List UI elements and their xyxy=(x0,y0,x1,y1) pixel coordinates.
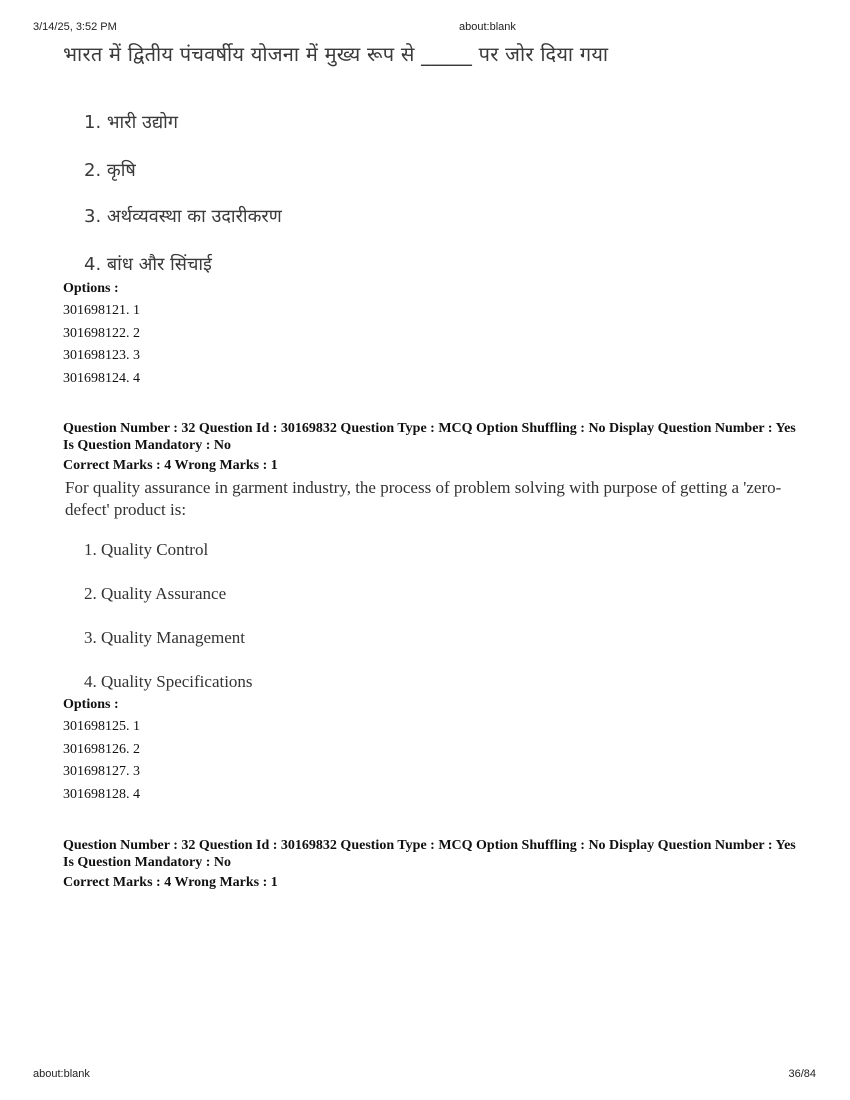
marks-info: Correct Marks : 4 Wrong Marks : 1 xyxy=(63,458,278,473)
option-id: 301698127. 3 xyxy=(63,764,140,779)
english-choice-3: 3. Quality Management xyxy=(84,628,245,647)
english-choice-2: 2. Quality Assurance xyxy=(84,584,227,603)
print-url-header: about:blank xyxy=(459,21,516,33)
english-question-text: For quality assurance in garment industry, the process of problem solving with purpose of getting a 'zero-defect' product is: xyxy=(65,478,782,519)
page-number: 36/84 xyxy=(788,1068,816,1080)
question-meta: Question Number : 32 Question Id : 30169832 Question Type : MCQ Option Shuffling : No Display Question Number : Yes Is Question Mandatory : No xyxy=(63,838,796,870)
option-id: 301698122. 2 xyxy=(63,326,140,341)
print-url-footer: about:blank xyxy=(33,1068,90,1080)
hindi-choice-3: 3. अर्थव्यवस्था का उदारीकरण xyxy=(84,206,282,227)
option-id: 301698121. 1 xyxy=(63,303,140,318)
option-id: 301698124. 4 xyxy=(63,371,140,386)
print-datetime: 3/14/25, 3:52 PM xyxy=(33,21,117,33)
english-choice-4: 4. Quality Specifications xyxy=(84,672,253,691)
english-choice-1: 1. Quality Control xyxy=(84,540,209,559)
options-label: Options : xyxy=(63,697,119,712)
option-id: 301698123. 3 xyxy=(63,348,140,363)
marks-info: Correct Marks : 4 Wrong Marks : 1 xyxy=(63,875,278,890)
hindi-question-text: भारत में द्वितीय पंचवर्षीय योजना में मुख्य रूप से _____ पर जोर दिया गया xyxy=(63,42,609,66)
hindi-choice-2: 2. कृषि xyxy=(84,160,136,181)
option-id: 301698128. 4 xyxy=(63,787,140,802)
options-label: Options : xyxy=(63,281,119,296)
option-id: 301698126. 2 xyxy=(63,742,140,757)
question-meta: Question Number : 32 Question Id : 30169832 Question Type : MCQ Option Shuffling : No Display Question Number : Yes Is Question Mandatory : No xyxy=(63,421,796,453)
option-id: 301698125. 1 xyxy=(63,719,140,734)
hindi-choice-1: 1. भारी उद्योग xyxy=(84,112,178,133)
hindi-choice-4: 4. बांध और सिंचाई xyxy=(84,254,212,275)
